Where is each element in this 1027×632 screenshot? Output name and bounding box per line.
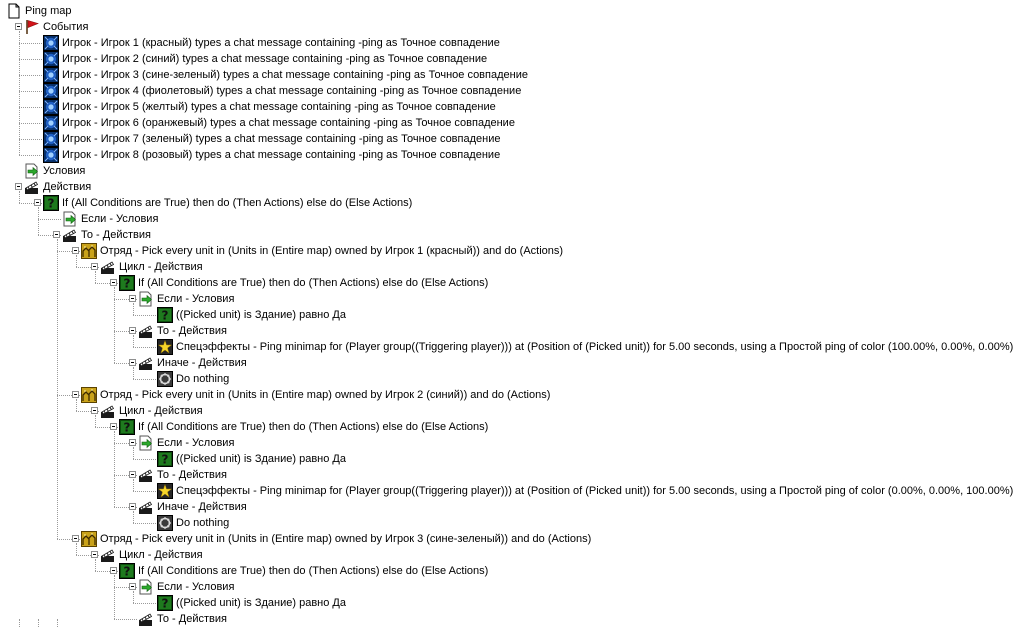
tree-connector-vertical — [133, 303, 134, 315]
collapse-toggle[interactable] — [129, 583, 136, 590]
collapse-toggle[interactable] — [110, 423, 117, 430]
tree-node-label[interactable]: Цикл - Действия — [119, 549, 203, 561]
collapse-toggle[interactable] — [72, 535, 79, 542]
tree-node-label[interactable]: Спецэффекты - Ping minimap for (Player group((Triggering player))) at (Position of (Picked unit)) for 5.00 seconds, using a Простой ping of color (100.00%, 0.00%, 0.00%) — [176, 341, 1014, 353]
tree-connector-vertical — [38, 619, 39, 627]
svg-text:?: ? — [47, 196, 55, 211]
tree-node-label[interactable]: ((Picked unit) is Здание) равно Да — [176, 309, 346, 321]
tree-node-label[interactable]: Действия — [43, 181, 92, 193]
tree-connector-horizontal — [133, 523, 156, 524]
tree-node-label[interactable]: Если - Условия — [157, 437, 235, 449]
collapse-toggle[interactable] — [129, 295, 136, 302]
events-icon — [24, 19, 40, 35]
tree-connector-horizontal — [19, 59, 42, 60]
tree-connector-horizontal — [19, 123, 42, 124]
if-icon — [157, 307, 173, 323]
tree-node-label[interactable]: Игрок - Игрок 5 (желтый) types a chat message containing -ping as Точное совпадение — [62, 101, 496, 113]
tree-connector-vertical — [133, 591, 134, 603]
tree-connector-vertical — [95, 271, 96, 283]
actions-icon — [138, 499, 154, 515]
collapse-toggle[interactable] — [15, 183, 22, 190]
tree-node-label[interactable]: Иначе - Действия — [157, 357, 247, 369]
tree-connector-vertical — [95, 415, 96, 427]
tree-node-label[interactable]: ((Picked unit) is Здание) равно Да — [176, 597, 346, 609]
tree-node-label[interactable]: Отряд - Pick every unit in (Units in (Entire map) owned by Игрок 1 (красный)) and do (Actions) — [100, 245, 564, 257]
player-event-icon — [43, 51, 59, 67]
tree-node-label[interactable]: Игрок - Игрок 7 (зеленый) types a chat message containing -ping as Точное совпадение — [62, 133, 501, 145]
conditions-icon — [24, 163, 40, 179]
conditions-icon — [138, 291, 154, 307]
tree-node-label[interactable]: Ping map — [25, 5, 72, 17]
tree-connector-vertical — [133, 447, 134, 459]
tree-node-label[interactable]: Если - Условия — [157, 293, 235, 305]
tree-node-label[interactable]: If (All Conditions are True) then do (Then Actions) else do (Else Actions) — [138, 421, 489, 433]
conditions-icon — [138, 579, 154, 595]
actions-icon — [100, 403, 116, 419]
tree-node-label[interactable]: Do nothing — [176, 373, 230, 385]
tree-node-label[interactable]: ((Picked unit) is Здание) равно Да — [176, 453, 346, 465]
collapse-toggle[interactable] — [110, 567, 117, 574]
tree-connector-vertical — [19, 191, 20, 203]
tree-connector-vertical — [133, 335, 134, 347]
actions-icon — [62, 227, 78, 243]
tree-node-label[interactable]: То - Действия — [157, 613, 227, 625]
svg-text:?: ? — [123, 420, 131, 435]
tree-node-label[interactable]: Do nothing — [176, 517, 230, 529]
collapse-toggle[interactable] — [72, 391, 79, 398]
tree-node-label[interactable]: Игрок - Игрок 6 (оранжевый) types a chat message containing -ping as Точное совпадение — [62, 117, 515, 129]
tree-node-label[interactable]: Цикл - Действия — [119, 405, 203, 417]
actions-icon — [100, 259, 116, 275]
tree-connector-horizontal — [133, 347, 156, 348]
svg-text:?: ? — [123, 564, 131, 579]
svg-text:?: ? — [123, 276, 131, 291]
actions-icon — [24, 179, 40, 195]
conditions-icon — [138, 435, 154, 451]
tree-connector-horizontal — [19, 75, 42, 76]
tree-node-label[interactable]: То - Действия — [157, 469, 227, 481]
tree-connector-horizontal — [19, 139, 42, 140]
collapse-toggle[interactable] — [91, 407, 98, 414]
collapse-toggle[interactable] — [15, 23, 22, 30]
collapse-toggle[interactable] — [110, 279, 117, 286]
tree-connector-vertical — [76, 399, 77, 411]
tree-node-label[interactable]: If (All Conditions are True) then do (Then Actions) else do (Else Actions) — [138, 277, 489, 289]
tree-node-label[interactable]: Если - Условия — [157, 581, 235, 593]
if-icon — [157, 451, 173, 467]
player-event-icon — [43, 147, 59, 163]
tree-node-label[interactable]: События — [43, 21, 89, 33]
tree-connector-horizontal — [114, 619, 137, 620]
svg-text:?: ? — [161, 452, 169, 467]
tree-node-label[interactable]: Игрок - Игрок 3 (сине-зеленый) types a chat message containing -ping as Точное совпадение — [62, 69, 528, 81]
tree-node-label[interactable]: Иначе - Действия — [157, 501, 247, 513]
tree-node-label[interactable]: Условия — [43, 165, 86, 177]
tree-connector-vertical — [57, 619, 58, 627]
tree-node-label[interactable]: Если - Условия — [81, 213, 159, 225]
actions-icon — [100, 547, 116, 563]
do-nothing-icon — [157, 515, 173, 531]
special-effect-icon — [157, 339, 173, 355]
tree-connector-vertical — [95, 559, 96, 571]
tree-node-label[interactable]: Игрок - Игрок 1 (красный) types a chat message containing -ping as Точное совпадение — [62, 37, 500, 49]
if-icon — [43, 195, 59, 211]
svg-text:?: ? — [161, 308, 169, 323]
player-event-icon — [43, 99, 59, 115]
actions-icon — [138, 355, 154, 371]
tree-node-label[interactable]: То - Действия — [157, 325, 227, 337]
tree-node-label[interactable]: Отряд - Pick every unit in (Units in (Entire map) owned by Игрок 3 (сине-зеленый)) and do (Actions) — [100, 533, 592, 545]
tree-connector-horizontal — [133, 315, 156, 316]
collapse-toggle[interactable] — [129, 359, 136, 366]
unit-group-icon — [81, 387, 97, 403]
special-effect-icon — [157, 483, 173, 499]
tree-connector-horizontal — [38, 219, 61, 220]
tree-connector-horizontal — [19, 43, 42, 44]
collapse-toggle[interactable] — [53, 231, 60, 238]
tree-connector-horizontal — [19, 107, 42, 108]
tree-connector-horizontal — [133, 459, 156, 460]
actions-icon — [138, 323, 154, 339]
tree-connector-vertical — [133, 367, 134, 379]
tree-connector-horizontal — [19, 91, 42, 92]
player-event-icon — [43, 35, 59, 51]
tree-connector-vertical — [76, 255, 77, 267]
tree-node-label[interactable]: То - Действия — [81, 229, 151, 241]
if-icon — [119, 563, 135, 579]
tree-connector-vertical — [133, 511, 134, 523]
tree-connector-vertical — [19, 31, 20, 155]
tree-node-label[interactable]: Цикл - Действия — [119, 261, 203, 273]
svg-text:?: ? — [161, 596, 169, 611]
tree-connector-vertical — [133, 479, 134, 491]
unit-group-icon — [81, 243, 97, 259]
tree-connector-vertical — [19, 619, 20, 627]
tree-node-label[interactable]: If (All Conditions are True) then do (Then Actions) else do (Else Actions) — [138, 565, 489, 577]
tree-node-label[interactable]: If (All Conditions are True) then do (Then Actions) else do (Else Actions) — [62, 197, 413, 209]
if-icon — [119, 419, 135, 435]
collapse-toggle[interactable] — [129, 503, 136, 510]
collapse-toggle[interactable] — [129, 327, 136, 334]
if-icon — [119, 275, 135, 291]
player-event-icon — [43, 83, 59, 99]
tree-connector-horizontal — [133, 603, 156, 604]
conditions-icon — [62, 211, 78, 227]
collapse-toggle[interactable] — [34, 199, 41, 206]
actions-icon — [138, 467, 154, 483]
unit-group-icon — [81, 531, 97, 547]
tree-connector-vertical — [57, 239, 58, 539]
tree-connector-vertical — [114, 575, 115, 619]
tree-node-label[interactable]: Отряд - Pick every unit in (Units in (Entire map) owned by Игрок 2 (синий)) and do (Actions) — [100, 389, 551, 401]
tree-node-label[interactable]: Спецэффекты - Ping minimap for (Player group((Triggering player))) at (Position of (Picked unit)) for 5.00 seconds, using a Простой ping of color (0.00%, 0.00%, 100.00%) — [176, 485, 1014, 497]
collapse-toggle[interactable] — [129, 471, 136, 478]
tree-node-label[interactable]: Игрок - Игрок 8 (розовый) types a chat message containing -ping as Точное совпадение — [62, 149, 501, 161]
tree-node-label[interactable]: Игрок - Игрок 2 (синий) types a chat message containing -ping as Точное совпадение — [62, 53, 488, 65]
tree-connector-horizontal — [133, 491, 156, 492]
collapse-toggle[interactable] — [91, 551, 98, 558]
tree-node-label[interactable]: Игрок - Игрок 4 (фиолетовый) types a chat message containing -ping as Точное совпадение — [62, 85, 522, 97]
player-event-icon — [43, 131, 59, 147]
collapse-toggle[interactable] — [72, 247, 79, 254]
tree-connector-vertical — [38, 207, 39, 235]
actions-icon — [138, 611, 154, 627]
tree-connector-horizontal — [19, 155, 42, 156]
player-event-icon — [43, 115, 59, 131]
if-icon — [157, 595, 173, 611]
collapse-toggle[interactable] — [91, 263, 98, 270]
tree-connector-horizontal — [133, 379, 156, 380]
collapse-toggle[interactable] — [129, 439, 136, 446]
do-nothing-icon — [157, 371, 173, 387]
player-event-icon — [43, 67, 59, 83]
document-icon — [6, 3, 22, 19]
tree-connector-vertical — [76, 543, 77, 555]
